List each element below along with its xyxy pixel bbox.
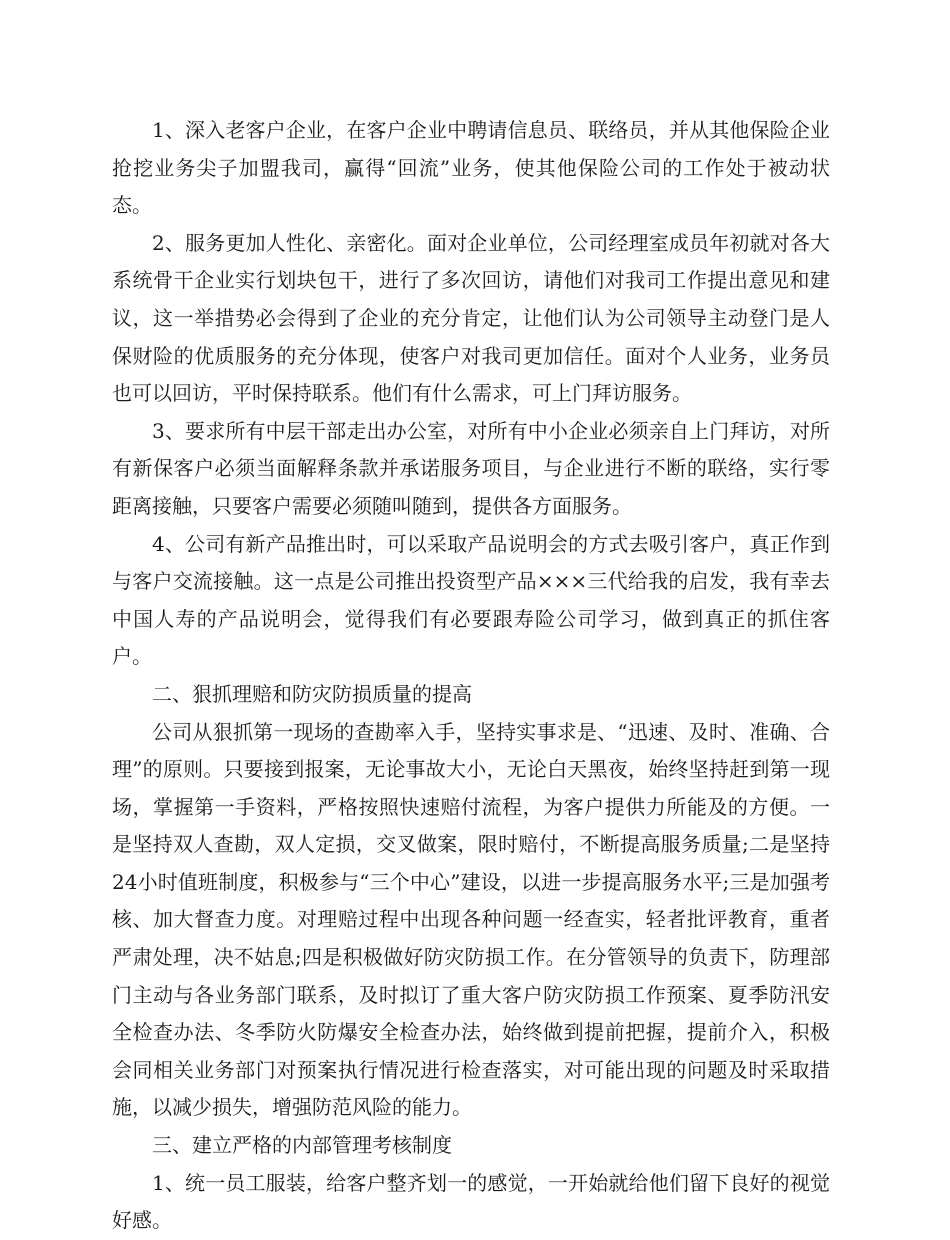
paragraph-personalized-service: 2、服务更加人性化、亲密化。面对企业单位，公司经理室成员年初就对各大系统骨干企业实行划块包干，进行了多次回访，请他们对我司工作提出意见和建议，这一举措势必会得到了企业的充分肯定，让他们认为公司领导主动登门是人保财险的优质服务的充分体现，使客户对我司更加信任。面对个人业务，业务员也可以回访，平时保持联系。他们有什么需求，可上门拜访服务。	[112, 230, 830, 406]
paragraph-uniforms: 1、统一员工服装，给客户整齐划一的感觉，一开始就给他们留下良好的视觉好感。	[112, 1170, 830, 1233]
section-heading-management: 三、建立严格的内部管理考核制度	[152, 1133, 452, 1158]
paragraph-claims-details: 公司从狠抓第一现场的查勘率入手，坚持实事求是、“迅速、及时、准确、合理”的原则。只要接到报案，无论事故大小，无论白天黑夜，始终坚持赶到第一现场，掌握第一手资料，严格按照快速赔付流程，为客户提供力所能及的方便。一是坚持双人查勘，双人定损，交叉做案，限时赔付，不断提高服务质量;二是坚持24小时值班制度，积极参与“三个中心”建设，以进一步提高服务水平;三是加强考核、加大督查力度。对理赔过程中出现各种问题一经查实，轻者批评教育，重者严肃处理，决不姑息;四是积极做好防灾防损工作。在分管领导的负责下，防理部门主动与各业务部门联系，及时拟订了重大客户防灾防损工作预案、夏季防汛安全检查办法、冬季防火防爆安全检查办法，始终做到提前把握，提前介入，积极会同相关业务部门对预案执行情况进行检查落实，对可能出现的问题及时采取措施，以减少损失，增强防范风险的能力。	[112, 719, 830, 1120]
paragraph-cadre-visits: 3、要求所有中层干部走出办公室，对所有中小企业必须亲自上门拜访，对所有新保客户必须当面解释条款并承诺服务项目，与企业进行不断的联络，实行零距离接触，只要客户需要必须随叫随到，提供各方面服务。	[112, 418, 830, 518]
document-page	[112, 112, 830, 1240]
section-heading-claims: 二、狠抓理赔和防灾防损质量的提高	[152, 681, 472, 706]
paragraph-old-clients: 1、深入老客户企业，在客户企业中聘请信息员、联络员，并从其他保险企业抢挖业务尖子加盟我司，赢得“回流”业务，使其他保险公司的工作处于被动状态。	[112, 118, 830, 218]
paragraph-product-briefing: 4、公司有新产品推出时，可以采取产品说明会的方式去吸引客户，真正作到与客户交流接触。这一点是公司推出投资型产品×××三代给我的启发，我有幸去中国人寿的产品说明会，觉得我们有必要跟寿险公司学习，做到真正的抓住客户。	[112, 531, 830, 669]
